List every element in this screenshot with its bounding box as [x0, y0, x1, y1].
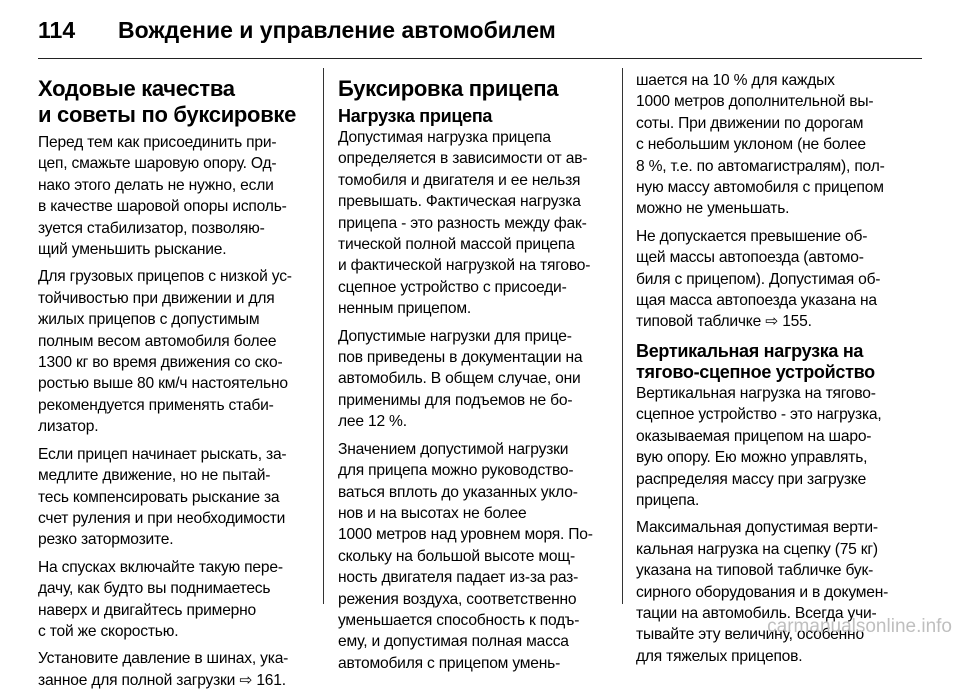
- column-divider: [622, 68, 623, 604]
- page-number: 114: [38, 16, 76, 43]
- column-divider: [323, 68, 324, 604]
- paragraph: Значением допустимой нагрузки для прицепа можно руководство- ваться вплоть до указанных укло- нов и на высотах не более 1000 метров над уровнем моря. По- скольку на большой высоте мощ- ность двигателя падает из-за раз- режения воздуха, соответственно уменьшается способность к подъ- ему, и допустимая полная масса автомобиля с прицепом умень-: [338, 440, 593, 672]
- paragraph: Допустимая нагрузка прицепа определяется в зависимости от ав- томобиля и двигателя и ее нельзя превышать. Фактическая нагрузка прицепа - это разность между фак- тической полной массой прицепа и фактической нагрузкой на тягово- сцепное устройство с присоеди- ненным прицепом.: [338, 129, 591, 318]
- paragraph: Установите давление в шинах, ука- занное для полной загрузки ⇨ 161.: [38, 650, 289, 689]
- paragraph: Для грузовых прицепов с низкой ус- тойчивостью при движении и для жилых прицепов с допустимым полным весом автомобиля более 1300 кг во время движения со ско- ростью выше 80 км/ч настоятельно рекомендуется применять стаби- лизатор.: [38, 268, 292, 436]
- paragraph: Перед тем как присоединить при- цеп, смажьте шаровую опору. Од- нако этого делать не нужно, если в качестве шаровой опоры исполь- зуется стабилизатор, позволяю- щий уменьшить рыскание.: [38, 134, 287, 259]
- paragraph: шается на 10 % для каждых 1000 метров дополнительной вы- соты. При движении по дорогам с небольшим уклоном (не более 8 %, т.е. по автомагистралям), пол- ную массу автомобиля с прицепом можно не уменьшать.: [636, 72, 885, 218]
- header-rule: [38, 58, 922, 59]
- column-1: [38, 70, 308, 697]
- paragraph: Вертикальная нагрузка на тягово- сцепное устройство - это нагрузка, оказываемая прицепом на шаро- вую опору. Ею можно управлять, распределяя массу при загрузке прицепа.: [636, 384, 882, 509]
- section-title-trailer-towing: Буксировка прицепа: [338, 76, 559, 101]
- paragraph: Допустимые нагрузки для прице- пов приведены в документации на автомобиль. В общем случае, они применимы для подъемов не бо- лее 12 %.: [338, 327, 583, 431]
- subsection-title-trailer-load: Нагрузка прицепа: [338, 106, 493, 126]
- paragraph: Максимальная допустимая верти- кальная нагрузка на сцепку (75 кг) указана на типовой табличке бук- сирного оборудования и в докумен- тации на автомобиль. Всегда учи- тывайте эту величину, особенно для тяжелых прицепов.: [636, 519, 889, 665]
- watermark: carmanualsonline.info: [767, 616, 952, 637]
- paragraph: Не допускается превышение об- щей массы автопоезда (автомо- биля с прицепом). Допустимая об- щая масса автопоезда указана на типовой табличке ⇨ 155.: [636, 227, 881, 331]
- column-2: [338, 70, 610, 680]
- chapter-title: Вождение и управление автомобилем: [118, 16, 556, 43]
- column-3: [636, 70, 916, 673]
- paragraph: Если прицеп начинает рыскать, за- медлите движение, но не пытай- тесь компенсировать рыскание за счет руления и при необходимости резко затормозите.: [38, 445, 287, 549]
- page-header: [38, 10, 556, 50]
- subsection-title-vertical-load: Вертикальная нагрузка на тягово-сцепное устройство: [636, 340, 875, 382]
- paragraph: На спусках включайте такую пере- дачу, как будто вы поднимаетесь наверх и двигайтесь примерно с той же скоростью.: [38, 558, 283, 640]
- section-title-towing-tips: Ходовые качества и советы по буксировке: [38, 76, 297, 127]
